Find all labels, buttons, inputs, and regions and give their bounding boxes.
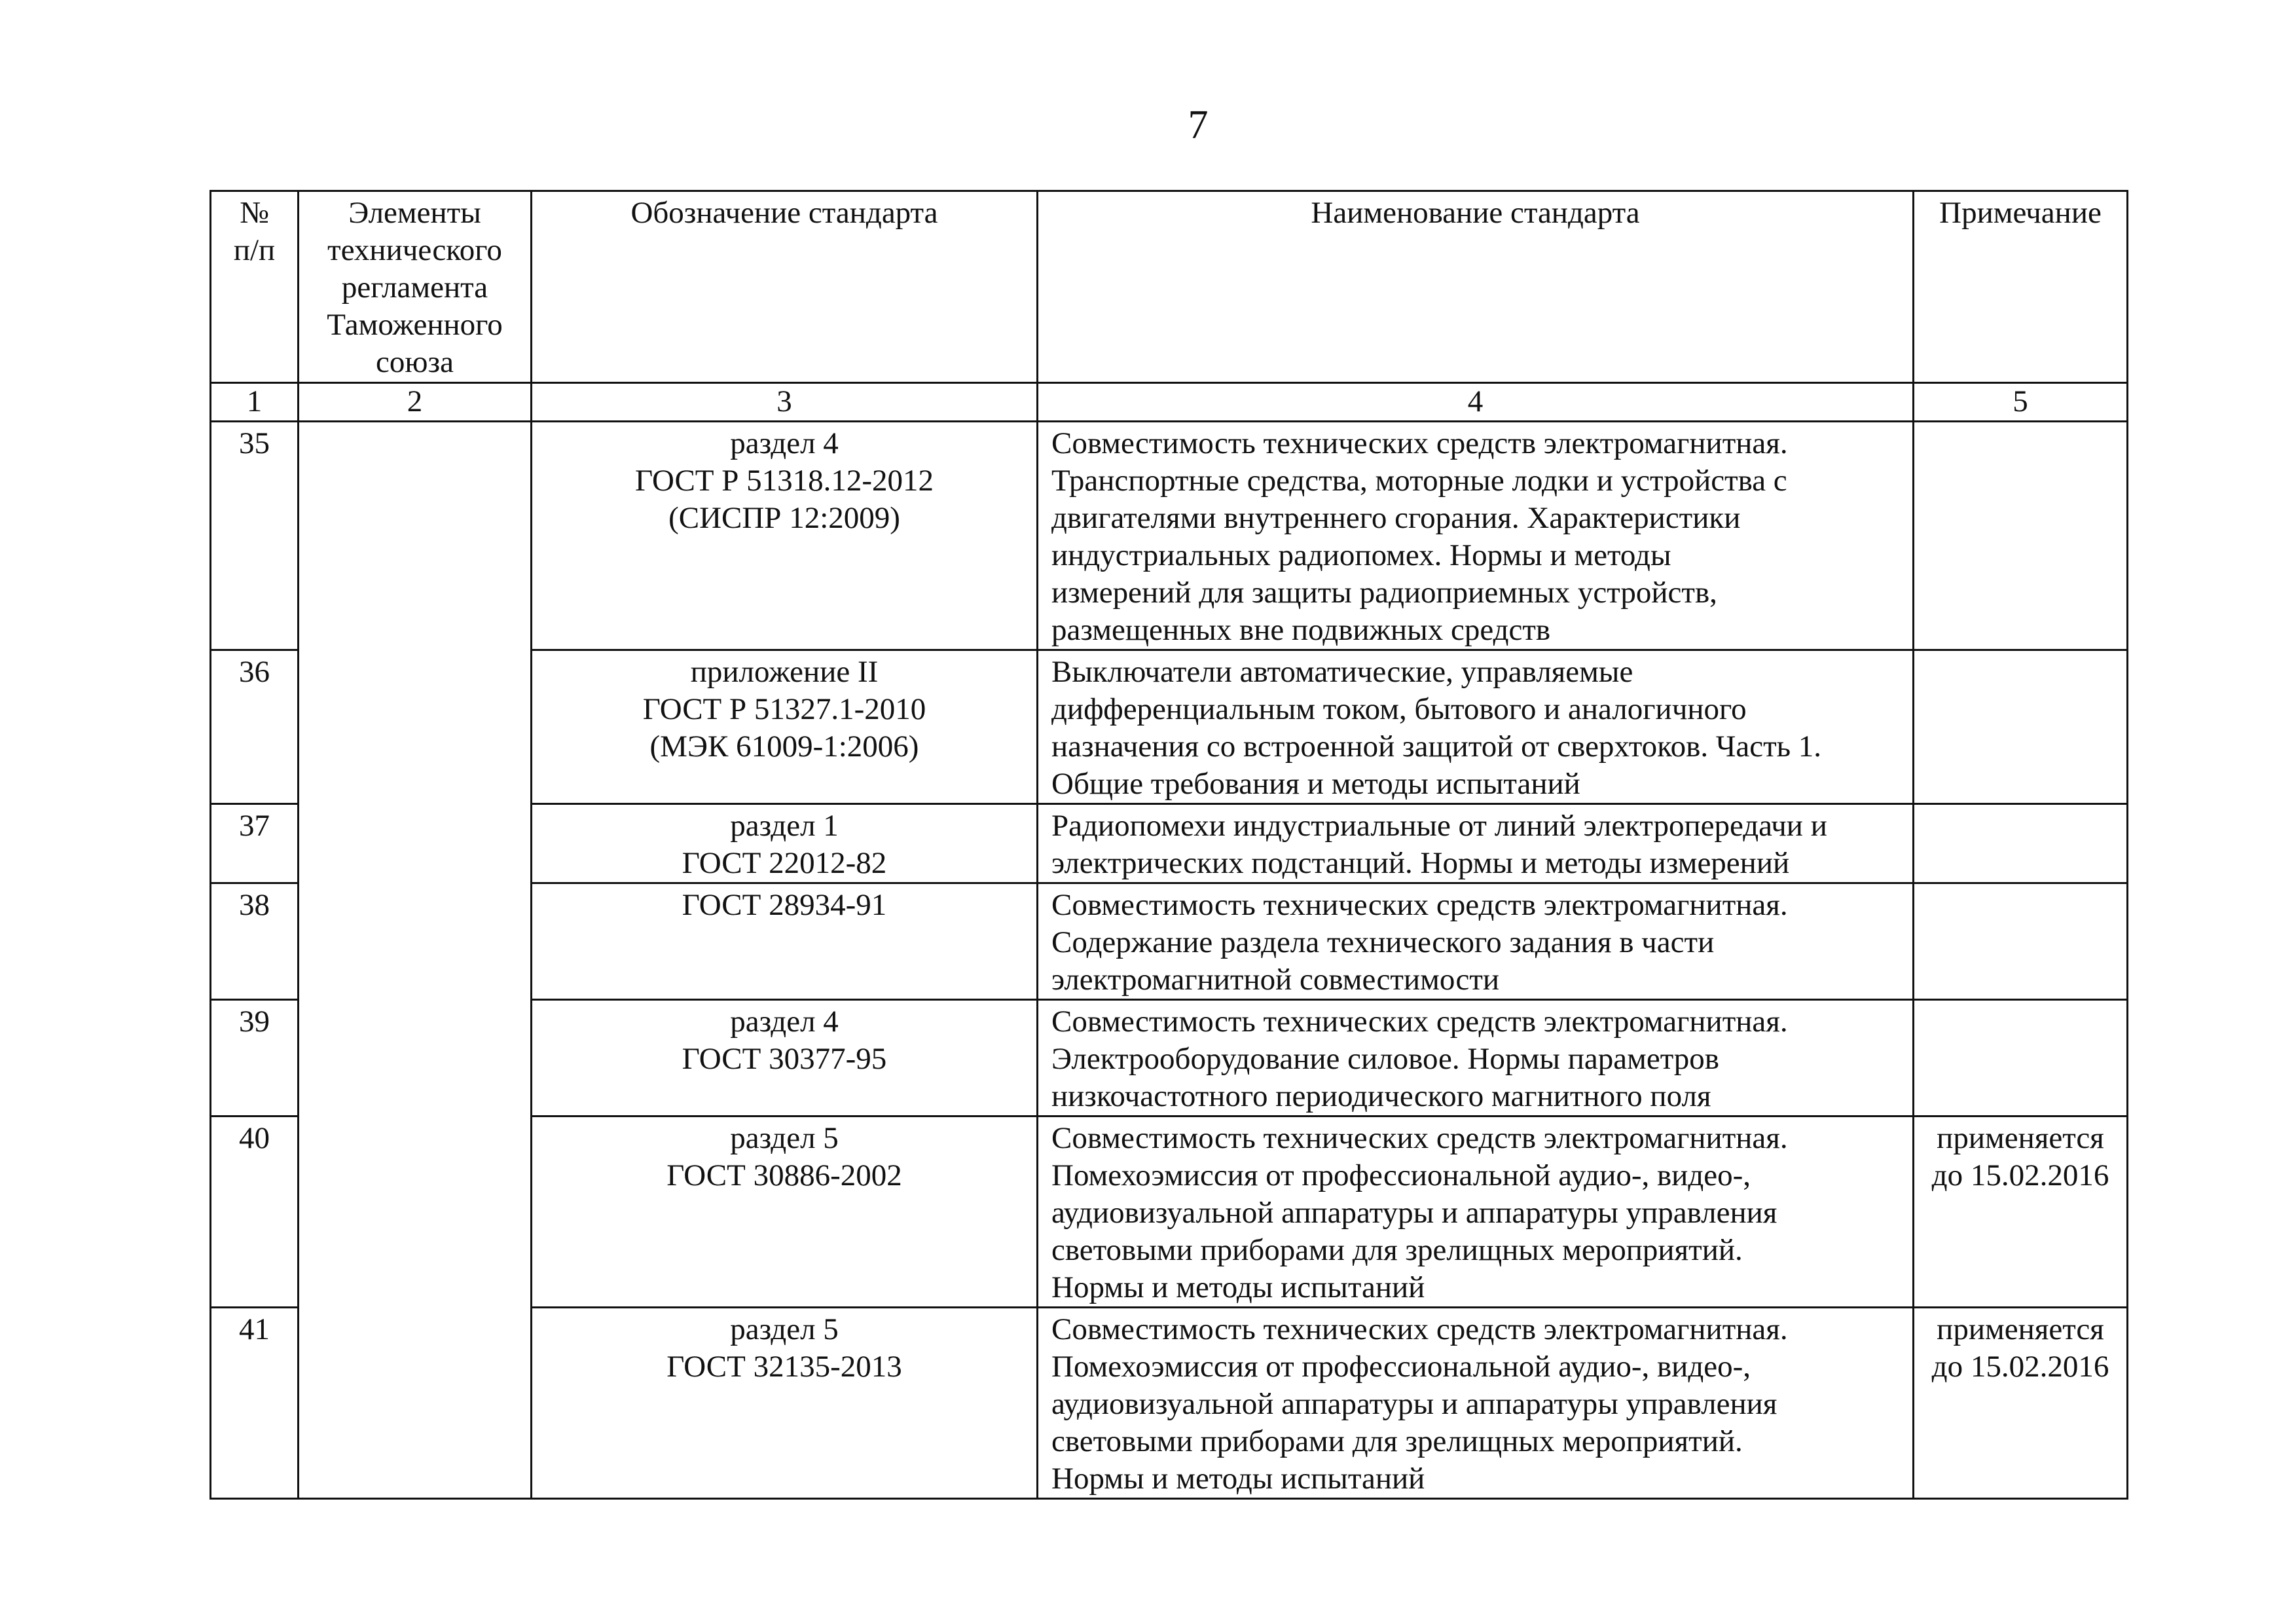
- note-cell: [1914, 650, 2128, 804]
- name-cell: [1038, 883, 1914, 1000]
- name-line: аудиовизуальной аппаратуры и аппаратуры управления: [1051, 1387, 1777, 1421]
- note-line: применяется: [1937, 1121, 2104, 1155]
- designation-cell: [532, 422, 1038, 650]
- name-line: Общие требования и методы испытаний: [1051, 767, 1580, 801]
- name-cell: [1038, 1116, 1914, 1308]
- row-number: 37: [211, 804, 299, 883]
- designation-line: раздел 4: [730, 1005, 839, 1039]
- row-number: 38: [211, 883, 299, 1000]
- name-line: дифференциальным током, бытового и аналогичного: [1051, 692, 1747, 726]
- designation-cell: [532, 804, 1038, 883]
- header-text: Обозначение стандарта: [630, 196, 938, 230]
- designation-cell: [532, 1000, 1038, 1116]
- name-cell: [1038, 804, 1914, 883]
- header-text: Элементы: [348, 196, 481, 230]
- table-row: [211, 422, 2128, 650]
- designation-line: ГОСТ 28934-91: [682, 888, 887, 922]
- header-cell-designation: [532, 191, 1038, 383]
- name-line: Нормы и методы испытаний: [1051, 1462, 1425, 1496]
- designation-line: раздел 5: [730, 1121, 839, 1155]
- designation-line: ГОСТ 22012-82: [682, 846, 887, 880]
- name-line: Помехоэмиссия от профессиональной аудио-, видео-,: [1051, 1350, 1751, 1384]
- name-line: Совместимость технических средств электромагнитная.: [1051, 1312, 1788, 1346]
- header-row: [211, 191, 2128, 383]
- name-cell: [1038, 1000, 1914, 1116]
- page-number: 7: [1188, 103, 1209, 147]
- note-cell: [1914, 422, 2128, 650]
- name-line: Транспортные средства, моторные лодки и устройства с: [1051, 464, 1787, 498]
- note-cell: [1914, 1000, 2128, 1116]
- designation-cell: [532, 1116, 1038, 1308]
- standards-table: [210, 190, 2128, 1500]
- name-line: Выключатели автоматические, управляемые: [1051, 655, 1633, 689]
- column-number-row: [211, 383, 2128, 422]
- header-cell-elements: [299, 191, 532, 383]
- designation-line: ГОСТ 30377-95: [682, 1042, 887, 1076]
- designation-cell: [532, 650, 1038, 804]
- note-cell: [1914, 1116, 2128, 1308]
- row-number: 41: [211, 1308, 299, 1499]
- name-line: измерений для защиты радиоприемных устройств,: [1051, 576, 1717, 610]
- designation-line: ГОСТ 30886-2002: [666, 1158, 902, 1192]
- header-text: №: [240, 196, 269, 230]
- name-line: Совместимость технических средств электромагнитная.: [1051, 426, 1788, 460]
- name-line: индустриальных радиопомех. Нормы и методы: [1051, 538, 1671, 572]
- designation-line: (СИСПР 12:2009): [668, 501, 900, 535]
- name-line: Помехоэмиссия от профессиональной аудио-, видео-,: [1051, 1158, 1751, 1192]
- header-text: п/п: [233, 233, 276, 267]
- name-line: Радиопомехи индустриальные от линий электропередачи и: [1051, 809, 1827, 843]
- designation-line: ГОСТ Р 51327.1-2010: [642, 692, 926, 726]
- column-number: 1: [211, 383, 299, 422]
- row-number: 40: [211, 1116, 299, 1308]
- note-line: применяется: [1937, 1312, 2104, 1346]
- name-line: Электрооборудование силовое. Нормы параметров: [1051, 1042, 1720, 1076]
- column-number: 2: [299, 383, 532, 422]
- note-cell: [1914, 804, 2128, 883]
- name-line: световыми приборами для зрелищных мероприятий.: [1051, 1424, 1743, 1458]
- name-line: Содержание раздела технического задания в части: [1051, 925, 1715, 959]
- header-text: регламента: [341, 270, 488, 304]
- header-cell-number: [211, 191, 299, 383]
- column-number: 3: [532, 383, 1038, 422]
- designation-line: раздел 5: [730, 1312, 839, 1346]
- name-line: электрических подстанций. Нормы и методы измерений: [1051, 846, 1790, 880]
- header-text: Таможенного: [327, 308, 503, 342]
- name-line: двигателями внутреннего сгорания. Характеристики: [1051, 501, 1741, 535]
- name-line: Совместимость технических средств электромагнитная.: [1051, 1121, 1788, 1155]
- row-number: 35: [211, 422, 299, 650]
- name-line: световыми приборами для зрелищных мероприятий.: [1051, 1233, 1743, 1267]
- header-text: союза: [376, 345, 454, 379]
- name-line: Нормы и методы испытаний: [1051, 1270, 1425, 1304]
- elements-cell: [299, 422, 532, 1499]
- designation-line: раздел 4: [730, 426, 839, 460]
- designation-cell: [532, 883, 1038, 1000]
- name-line: аудиовизуальной аппаратуры и аппаратуры управления: [1051, 1196, 1777, 1230]
- name-line: размещенных вне подвижных средств: [1051, 613, 1551, 647]
- column-number: 5: [1914, 383, 2128, 422]
- row-number: 36: [211, 650, 299, 804]
- name-line: Совместимость технических средств электромагнитная.: [1051, 888, 1788, 922]
- name-cell: [1038, 1308, 1914, 1499]
- header-cell-note: [1914, 191, 2128, 383]
- row-number: 39: [211, 1000, 299, 1116]
- note-cell: [1914, 883, 2128, 1000]
- designation-line: ГОСТ Р 51318.12-2012: [634, 464, 934, 498]
- designation-line: (МЭК 61009-1:2006): [649, 729, 919, 764]
- name-line: низкочастотного периодического магнитного поля: [1051, 1079, 1711, 1113]
- note-cell: [1914, 1308, 2128, 1499]
- name-line: Совместимость технических средств электромагнитная.: [1051, 1005, 1788, 1039]
- header-text: технического: [327, 233, 502, 267]
- header-text: Наименование стандарта: [1311, 196, 1640, 230]
- designation-cell: [532, 1308, 1038, 1499]
- header-cell-name: [1038, 191, 1914, 383]
- name-cell: [1038, 422, 1914, 650]
- column-number: 4: [1038, 383, 1914, 422]
- name-cell: [1038, 650, 1914, 804]
- note-line: до 15.02.2016: [1931, 1350, 2109, 1384]
- name-line: назначения со встроенной защитой от сверхтоков. Часть 1.: [1051, 729, 1822, 764]
- designation-line: приложение II: [690, 655, 879, 689]
- note-line: до 15.02.2016: [1931, 1158, 2109, 1192]
- designation-line: ГОСТ 32135-2013: [666, 1350, 902, 1384]
- header-text: Примечание: [1939, 196, 2102, 230]
- name-line: электромагнитной совместимости: [1051, 963, 1500, 997]
- designation-line: раздел 1: [730, 809, 839, 843]
